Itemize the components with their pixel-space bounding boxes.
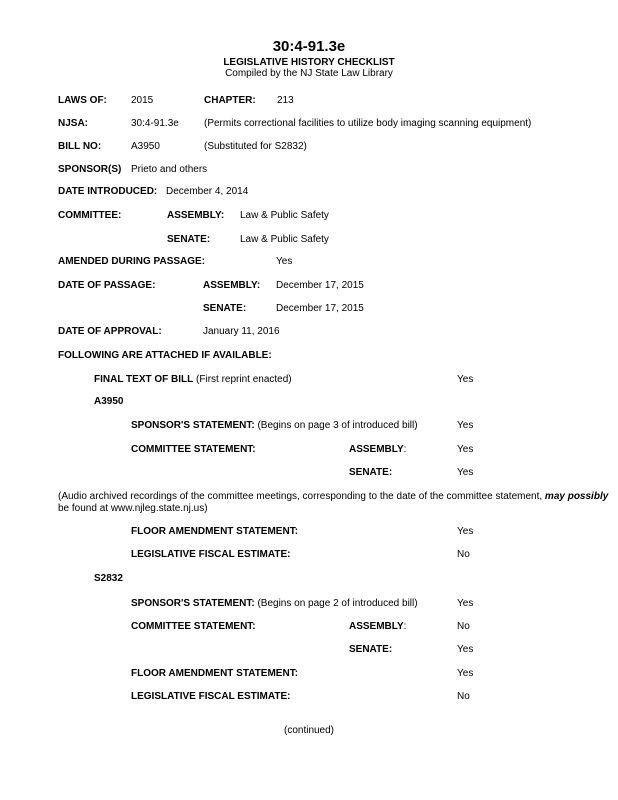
committee-senate-label: SENATE: bbox=[167, 234, 211, 245]
njsa-label: NJSA: bbox=[58, 118, 89, 129]
a3950-sponsor-note: (Begins on page 3 of introduced bill) bbox=[254, 420, 418, 431]
s2832-heading: S2832 bbox=[94, 573, 123, 584]
committee-senate-value: Law & Public Safety bbox=[240, 234, 329, 245]
date-introduced-value: December 4, 2014 bbox=[166, 186, 249, 197]
passage-assembly-value: December 17, 2015 bbox=[276, 280, 364, 291]
audio-note-emphasis: may possibly bbox=[544, 491, 609, 502]
date-of-approval-value: January 11, 2016 bbox=[203, 326, 280, 337]
audio-note-line1 bbox=[58, 491, 608, 503]
amended-label: AMENDED DURING PASSAGE: bbox=[58, 256, 206, 267]
date-of-passage-label: DATE OF PASSAGE: bbox=[58, 280, 156, 291]
a3950-assembly-colon: : bbox=[403, 444, 407, 455]
s2832-fiscal-label: LEGISLATIVE FISCAL ESTIMATE: bbox=[131, 691, 291, 702]
a3950-senate-value: Yes bbox=[457, 467, 474, 478]
s2832-assembly-value: No bbox=[457, 621, 470, 632]
a3950-assembly-row bbox=[349, 444, 406, 456]
s2832-floor-value: Yes bbox=[457, 668, 474, 679]
committee-label: COMMITTEE: bbox=[58, 210, 122, 221]
page-title: 30:4-91.3e bbox=[272, 38, 346, 55]
s2832-assembly-colon: : bbox=[403, 621, 407, 632]
committee-assembly-value: Law & Public Safety bbox=[240, 210, 329, 221]
s2832-floor-label: FLOOR AMENDMENT STATEMENT: bbox=[131, 668, 299, 679]
audio-note-text: (Audio archived recordings of the committee meetings, corresponding to the date of the committee statement, bbox=[58, 491, 545, 502]
a3950-sponsor-label: SPONSOR'S STATEMENT: bbox=[131, 420, 255, 431]
checklist-subtitle: LEGISLATIVE HISTORY CHECKLIST bbox=[223, 57, 395, 68]
continued-note: (continued) bbox=[283, 725, 335, 736]
compiled-by: Compiled by the NJ State Law Library bbox=[225, 68, 393, 79]
a3950-fiscal-label: LEGISLATIVE FISCAL ESTIMATE: bbox=[131, 549, 291, 560]
chapter-label: CHAPTER: bbox=[204, 95, 256, 106]
a3950-heading: A3950 bbox=[94, 396, 124, 407]
s2832-sponsor-label: SPONSOR'S STATEMENT: bbox=[131, 598, 255, 609]
s2832-assembly-row bbox=[349, 621, 406, 633]
s2832-sponsor-note: (Begins on page 2 of introduced bill) bbox=[254, 598, 418, 609]
final-text-value: Yes bbox=[457, 374, 474, 385]
laws-of-value: 2015 bbox=[131, 95, 154, 106]
date-introduced-label: DATE INTRODUCED: bbox=[58, 186, 158, 197]
final-text-row bbox=[94, 374, 292, 386]
passage-assembly-label: ASSEMBLY: bbox=[203, 280, 261, 291]
s2832-senate-label: SENATE: bbox=[349, 644, 393, 655]
s2832-senate-value: Yes bbox=[457, 644, 474, 655]
sponsors-value: Prieto and others bbox=[131, 164, 208, 175]
a3950-sponsor-row bbox=[131, 420, 418, 432]
bill-no-value: A3950 bbox=[131, 141, 160, 152]
njsa-value: 30:4-91.3e bbox=[131, 118, 179, 129]
laws-of-label: LAWS OF: bbox=[58, 95, 107, 106]
sponsors-label: SPONSOR(S) bbox=[58, 164, 122, 175]
a3950-committee-label: COMMITTEE STATEMENT: bbox=[131, 444, 256, 455]
amended-value: Yes bbox=[276, 256, 293, 267]
chapter-value: 213 bbox=[277, 95, 294, 106]
s2832-sponsor-value: Yes bbox=[457, 598, 474, 609]
s2832-sponsor-row bbox=[131, 598, 418, 610]
njsa-note: (Permits correctional facilities to utilize body imaging scanning equipment) bbox=[204, 118, 532, 129]
audio-note-line2: be found at www.njleg.state.nj.us) bbox=[58, 503, 208, 514]
bill-no-label: BILL NO: bbox=[58, 141, 102, 152]
a3950-senate-label: SENATE: bbox=[349, 467, 393, 478]
final-text-note: (First reprint enacted) bbox=[193, 374, 292, 385]
a3950-floor-value: Yes bbox=[457, 526, 474, 537]
a3950-assembly-label: ASSEMBLY bbox=[349, 444, 404, 455]
attachments-heading: FOLLOWING ARE ATTACHED IF AVAILABLE: bbox=[58, 350, 272, 361]
a3950-sponsor-value: Yes bbox=[457, 420, 474, 431]
passage-senate-value: December 17, 2015 bbox=[276, 303, 364, 314]
s2832-fiscal-value: No bbox=[457, 691, 470, 702]
a3950-assembly-value: Yes bbox=[457, 444, 474, 455]
final-text-label: FINAL TEXT OF BILL bbox=[94, 374, 194, 385]
a3950-fiscal-value: No bbox=[457, 549, 470, 560]
date-of-approval-label: DATE OF APPROVAL: bbox=[58, 326, 162, 337]
s2832-assembly-label: ASSEMBLY bbox=[349, 621, 404, 632]
bill-no-note: (Substituted for S2832) bbox=[204, 141, 307, 152]
s2832-committee-label: COMMITTEE STATEMENT: bbox=[131, 621, 256, 632]
a3950-floor-label: FLOOR AMENDMENT STATEMENT: bbox=[131, 526, 299, 537]
passage-senate-label: SENATE: bbox=[203, 303, 247, 314]
committee-assembly-label: ASSEMBLY: bbox=[167, 210, 225, 221]
